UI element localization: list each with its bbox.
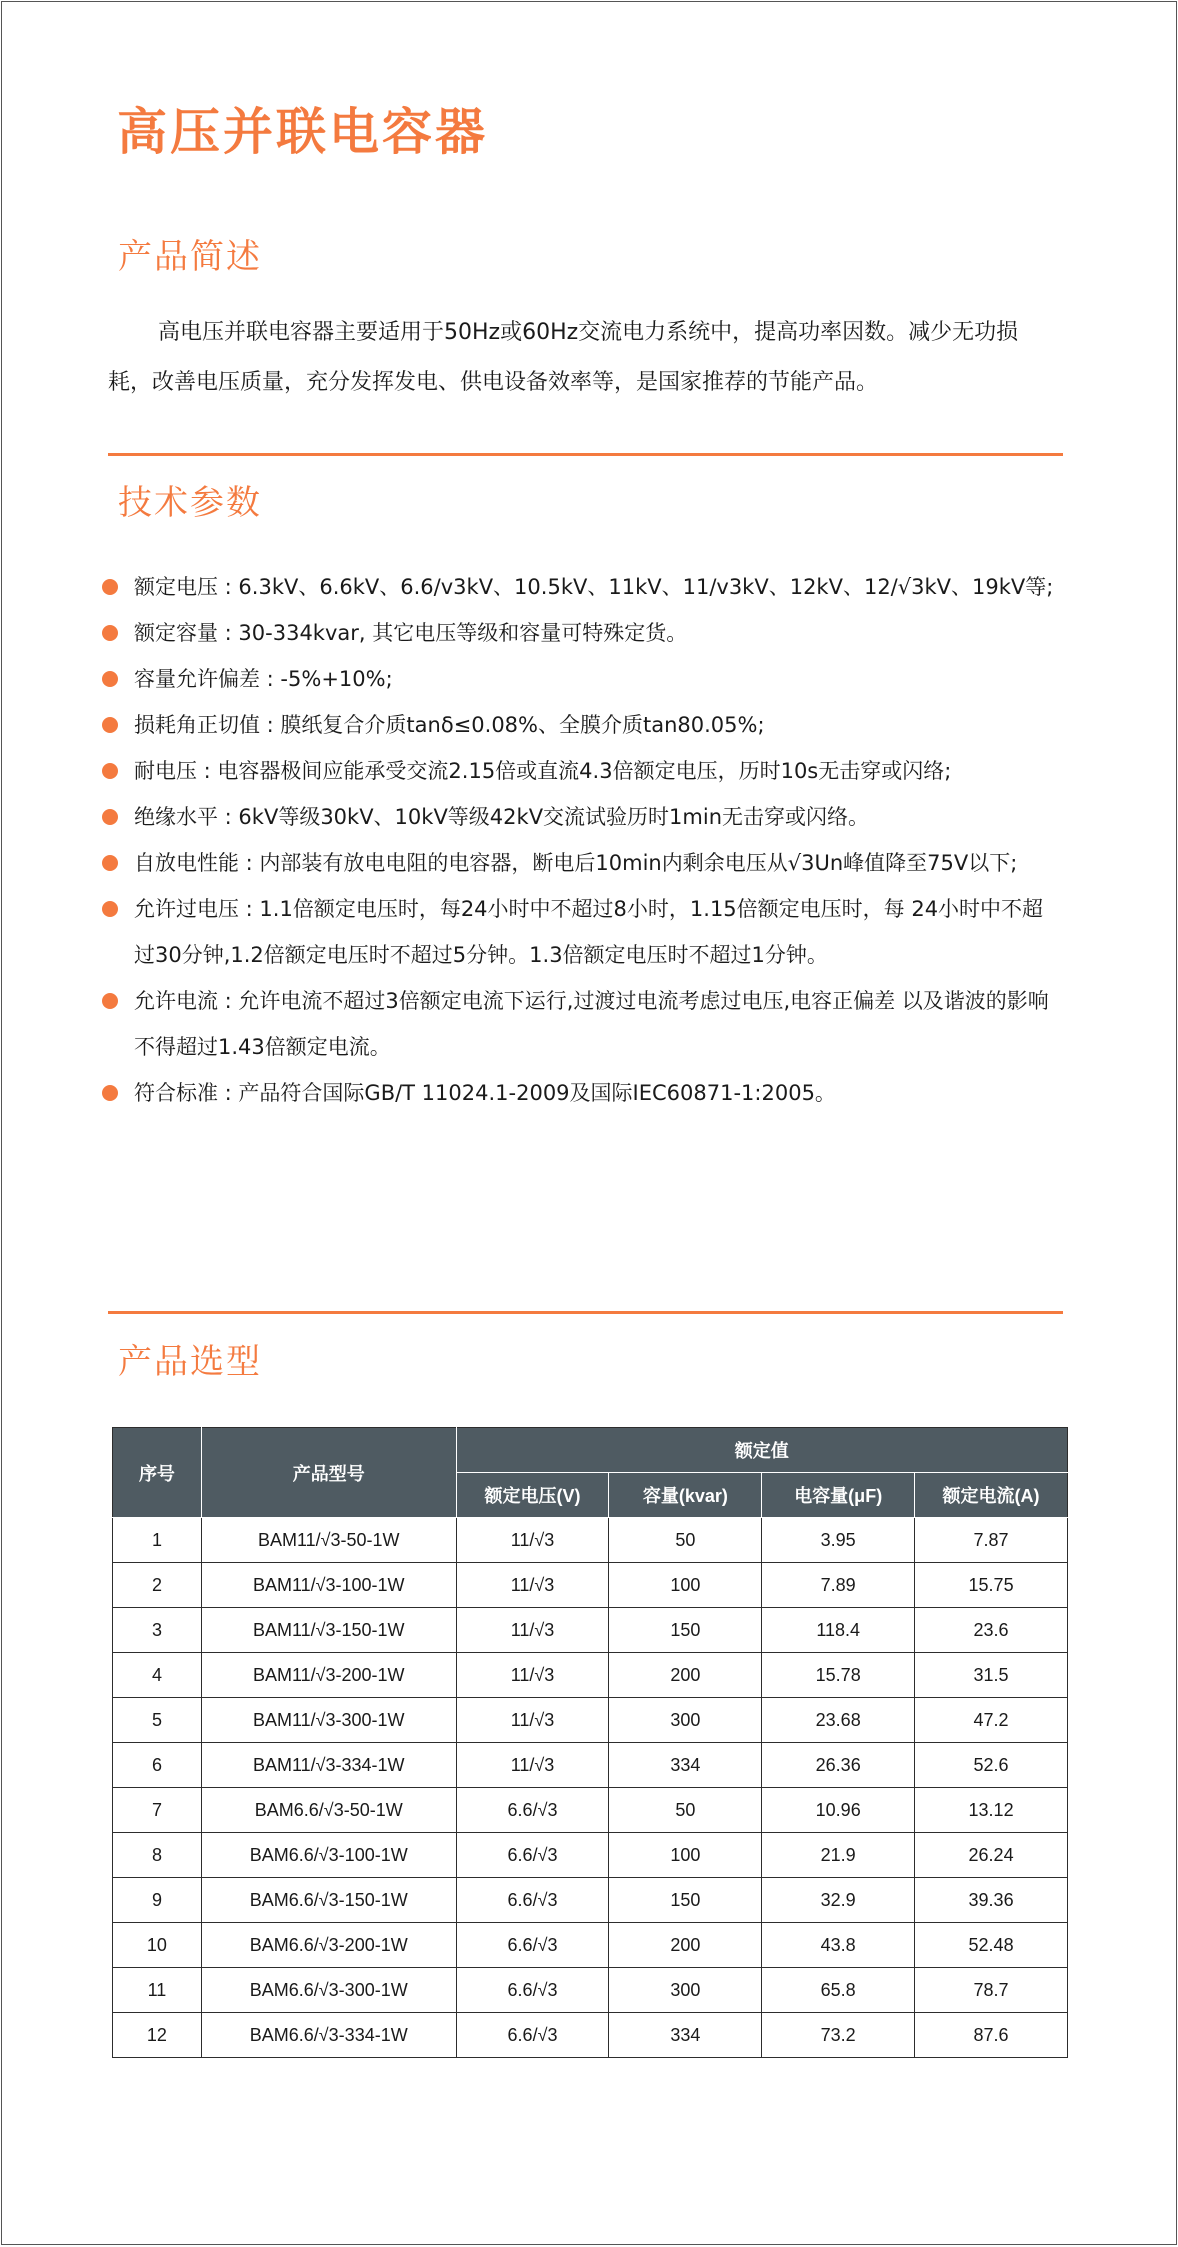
cell-capacitance: 26.36 [762, 1743, 915, 1788]
cell-seq: 8 [113, 1833, 202, 1878]
bullet-dot-icon [102, 671, 118, 687]
header-capacitance: 电容量(μF) [762, 1473, 915, 1518]
section-heading-tech: 技术参数 [118, 483, 262, 523]
header-seq: 序号 [113, 1428, 202, 1518]
cell-model: BAM6.6/√3-300-1W [201, 1968, 456, 2013]
cell-rated-current: 52.48 [915, 1923, 1068, 1968]
cell-capacity: 150 [609, 1608, 762, 1653]
cell-capacitance: 65.8 [762, 1968, 915, 2013]
cell-rated-voltage: 11/√3 [456, 1563, 609, 1608]
cell-model: BAM6.6/√3-150-1W [201, 1878, 456, 1923]
cell-capacity: 200 [609, 1653, 762, 1698]
cell-rated-voltage: 6.6/√3 [456, 1923, 609, 1968]
cell-capacity: 334 [609, 2013, 762, 2058]
cell-capacitance: 32.9 [762, 1878, 915, 1923]
cell-model: BAM11/√3-334-1W [201, 1743, 456, 1788]
header-rated-current: 额定电流(A) [915, 1473, 1068, 1518]
cell-capacitance: 7.89 [762, 1563, 915, 1608]
bullet-dot-icon [102, 809, 118, 825]
cell-capacity: 200 [609, 1923, 762, 1968]
cell-seq: 11 [113, 1968, 202, 2013]
cell-model: BAM6.6/√3-200-1W [201, 1923, 456, 1968]
cell-seq: 9 [113, 1878, 202, 1923]
bullet-dot-icon [102, 763, 118, 779]
bullet-dot-icon [102, 625, 118, 641]
cell-rated-current: 26.24 [915, 1833, 1068, 1878]
cell-rated-voltage: 6.6/√3 [456, 1833, 609, 1878]
tech-param-item [102, 794, 1062, 840]
cell-seq: 2 [113, 1563, 202, 1608]
table-row [113, 1878, 1068, 1923]
cell-model: BAM6.6/√3-100-1W [201, 1833, 456, 1878]
tech-param-text: 自放电性能 : 内部装有放电电阻的电容器，断电后10min内剩余电压从√3Un峰值降至75V以下; [134, 851, 1018, 875]
tech-param-text: 额定容量 : 30-334kvar, 其它电压等级和容量可特殊定货。 [134, 621, 688, 645]
tech-param-item [102, 610, 1062, 656]
cell-seq: 5 [113, 1698, 202, 1743]
table-row [113, 1563, 1068, 1608]
tech-param-text: 允许电流 : 允许电流不超过3倍额定电流下运行,过渡过电流考虑过电压,电容正偏差 以及谐波的影响不得超过1.43倍额定电流。 [134, 989, 1049, 1059]
tech-param-text: 损耗角正切值 : 膜纸复合介质tanδ≤0.08%、全膜介质tan80.05%; [134, 713, 765, 737]
table-row [113, 1788, 1068, 1833]
tech-param-item [102, 564, 1062, 610]
cell-rated-current: 7.87 [915, 1518, 1068, 1563]
cell-rated-voltage: 6.6/√3 [456, 1968, 609, 2013]
cell-rated-voltage: 11/√3 [456, 1698, 609, 1743]
cell-capacity: 50 [609, 1788, 762, 1833]
table-row [113, 1698, 1068, 1743]
cell-seq: 12 [113, 2013, 202, 2058]
cell-capacitance: 3.95 [762, 1518, 915, 1563]
tech-param-text: 绝缘水平 : 6kV等级30kV、10kV等级42kV交流试验历时1min无击穿或闪络。 [134, 805, 870, 829]
cell-rated-voltage: 11/√3 [456, 1743, 609, 1788]
cell-capacity: 300 [609, 1968, 762, 2013]
cell-seq: 10 [113, 1923, 202, 1968]
header-rated-voltage: 额定电压(V) [456, 1473, 609, 1518]
header-capacity: 容量(kvar) [609, 1473, 762, 1518]
cell-capacitance: 73.2 [762, 2013, 915, 2058]
cell-seq: 4 [113, 1653, 202, 1698]
overview-paragraph: 高电压并联电容器主要适用于50Hz或60Hz交流电力系统中，提高功率因数。减少无功损耗，改善电压质量，充分发挥发电、供电设备效率等，是国家推荐的节能产品。 [108, 320, 1019, 395]
cell-model: BAM11/√3-200-1W [201, 1653, 456, 1698]
cell-model: BAM11/√3-50-1W [201, 1518, 456, 1563]
tech-param-item [102, 840, 1062, 886]
section-divider [108, 453, 1063, 456]
cell-seq: 1 [113, 1518, 202, 1563]
bullet-dot-icon [102, 901, 118, 917]
bullet-dot-icon [102, 993, 118, 1009]
cell-seq: 3 [113, 1608, 202, 1653]
cell-capacity: 150 [609, 1878, 762, 1923]
cell-rated-current: 39.36 [915, 1878, 1068, 1923]
cell-rated-current: 15.75 [915, 1563, 1068, 1608]
cell-capacitance: 15.78 [762, 1653, 915, 1698]
cell-model: BAM11/√3-150-1W [201, 1608, 456, 1653]
table-row [113, 1608, 1068, 1653]
tech-param-item [102, 702, 1062, 748]
page-title: 高压并联电容器 [117, 103, 488, 161]
cell-rated-current: 31.5 [915, 1653, 1068, 1698]
cell-rated-current: 13.12 [915, 1788, 1068, 1833]
table-row [113, 1923, 1068, 1968]
header-model: 产品型号 [201, 1428, 456, 1518]
cell-model: BAM6.6/√3-334-1W [201, 2013, 456, 2058]
cell-model: BAM6.6/√3-50-1W [201, 1788, 456, 1833]
tech-param-item [102, 656, 1062, 702]
cell-rated-voltage: 11/√3 [456, 1608, 609, 1653]
cell-capacity: 100 [609, 1563, 762, 1608]
cell-seq: 7 [113, 1788, 202, 1833]
cell-capacity: 100 [609, 1833, 762, 1878]
cell-capacitance: 43.8 [762, 1923, 915, 1968]
cell-rated-voltage: 11/√3 [456, 1653, 609, 1698]
cell-rated-current: 52.6 [915, 1743, 1068, 1788]
tech-param-text: 允许过电压 : 1.1倍额定电压时，每24小时中不超过8小时，1.15倍额定电压时，每 24小时中不超过30分钟,1.2倍额定电压时不超过5分钟。1.3倍额定电压时不超过1分钟。 [134, 897, 1044, 967]
cell-rated-current: 23.6 [915, 1608, 1068, 1653]
cell-model: BAM11/√3-300-1W [201, 1698, 456, 1743]
tech-param-text: 耐电压 : 电容器极间应能承受交流2.15倍或直流4.3倍额定电压，历时10s无击穿或闪络; [134, 759, 952, 783]
cell-capacity: 300 [609, 1698, 762, 1743]
table-row [113, 1743, 1068, 1788]
product-selection-table [112, 1427, 1068, 2058]
cell-capacitance: 10.96 [762, 1788, 915, 1833]
cell-rated-voltage: 6.6/√3 [456, 1878, 609, 1923]
cell-capacitance: 23.68 [762, 1698, 915, 1743]
cell-rated-current: 87.6 [915, 2013, 1068, 2058]
bullet-dot-icon [102, 579, 118, 595]
table-row [113, 1968, 1068, 2013]
bullet-dot-icon [102, 717, 118, 733]
table-row [113, 1518, 1068, 1563]
cell-model: BAM11/√3-100-1W [201, 1563, 456, 1608]
cell-rated-voltage: 6.6/√3 [456, 1788, 609, 1833]
table-body [113, 1518, 1068, 2058]
cell-seq: 6 [113, 1743, 202, 1788]
cell-capacity: 334 [609, 1743, 762, 1788]
cell-rated-current: 47.2 [915, 1698, 1068, 1743]
section-divider [108, 1311, 1063, 1314]
cell-capacity: 50 [609, 1518, 762, 1563]
tech-param-text: 符合标准 : 产品符合国际GB/T 11024.1-2009及国际IEC60871-1:2005。 [134, 1081, 836, 1105]
section-heading-overview: 产品简述 [118, 237, 262, 277]
cell-rated-current: 78.7 [915, 1968, 1068, 2013]
tech-param-item [102, 748, 1062, 794]
bullet-dot-icon [102, 1085, 118, 1101]
tech-param-item [102, 978, 1062, 1070]
cell-capacitance: 118.4 [762, 1608, 915, 1653]
section-heading-selection: 产品选型 [118, 1342, 262, 1382]
document-page [1, 1, 1177, 2245]
header-rated-values: 额定值 [456, 1428, 1067, 1473]
table-row [113, 1653, 1068, 1698]
tech-param-item [102, 1070, 1062, 1116]
cell-rated-voltage: 6.6/√3 [456, 2013, 609, 2058]
table-row [113, 2013, 1068, 2058]
bullet-dot-icon [102, 855, 118, 871]
cell-capacitance: 21.9 [762, 1833, 915, 1878]
tech-param-text: 容量允许偏差 : -5%+10%; [134, 667, 393, 691]
tech-param-text: 额定电压 : 6.3kV、6.6kV、6.6/v3kV、10.5kV、11kV、11/v3kV、12kV、12/√3kV、19kV等; [134, 575, 1054, 599]
tech-param-item [102, 886, 1062, 978]
tech-param-list [102, 564, 1062, 1116]
cell-rated-voltage: 11/√3 [456, 1518, 609, 1563]
table-row [113, 1833, 1068, 1878]
